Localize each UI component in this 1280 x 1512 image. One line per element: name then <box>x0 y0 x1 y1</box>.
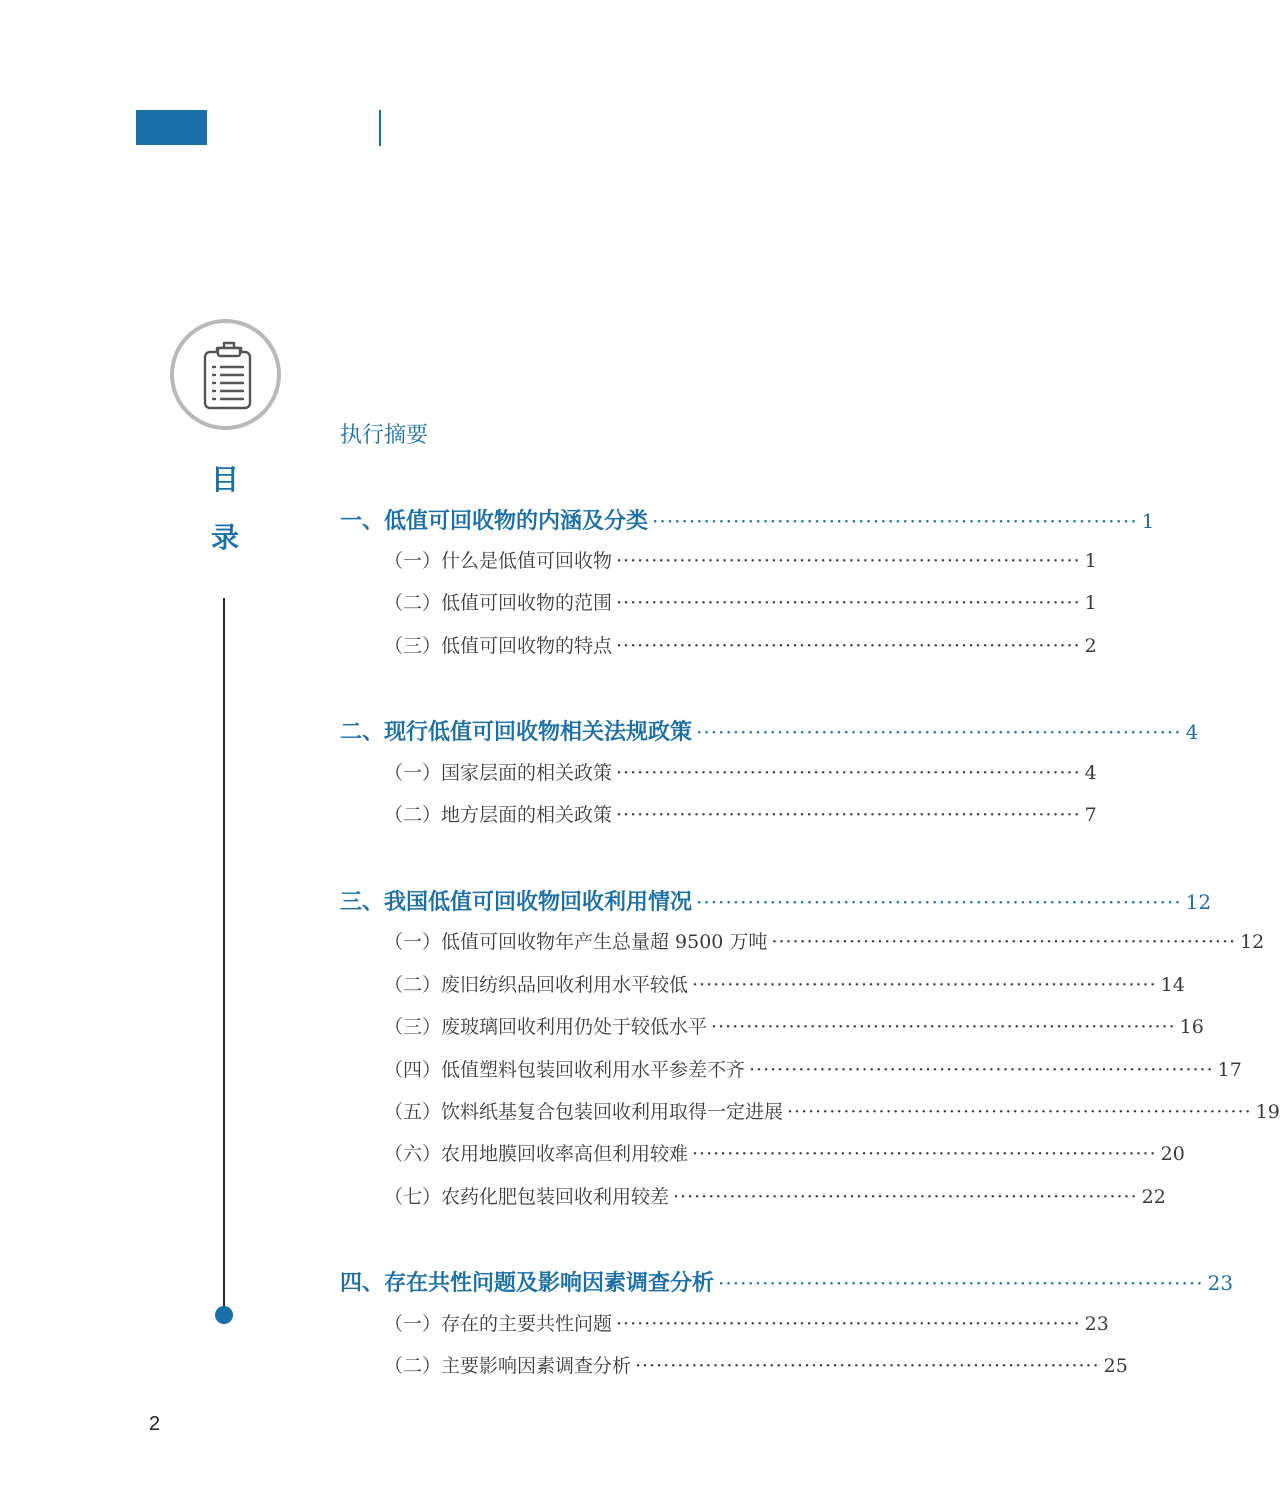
toc-title-char-2: 录 <box>210 521 239 554</box>
section-label: （七）农药化肥包装回收利用较差 <box>384 1186 670 1208</box>
toc-chapter-1[interactable] <box>340 504 1155 535</box>
chapter-page: 23 <box>1207 1271 1234 1295</box>
dot-leader: ·································································· <box>652 509 1138 533</box>
section-label: （三）低值可回收物的特点 <box>384 635 613 657</box>
section-page: 1 <box>1084 550 1097 572</box>
section-page: 1 <box>1084 592 1097 614</box>
chapter-label: 三、我国低值可回收物回收利用情况 <box>340 890 693 915</box>
dot-leader: ·································································· <box>787 1101 1252 1123</box>
chapter-label: 二、现行低值可回收物相关法规政策 <box>340 720 693 745</box>
dot-leader: ·································································· <box>635 1355 1100 1377</box>
dot-leader: ·································································· <box>616 762 1081 784</box>
dot-leader: ·································································· <box>616 550 1081 572</box>
chapter-label: 四、存在共性问题及影响因素调查分析 <box>340 1271 715 1296</box>
dot-leader: ·································································· <box>616 1313 1081 1335</box>
toc-section-1-2[interactable] <box>384 588 1097 615</box>
section-page: 23 <box>1084 1313 1109 1335</box>
toc-section-3-3[interactable] <box>384 1012 1204 1039</box>
section-page: 25 <box>1103 1355 1128 1377</box>
dot-leader: ·································································· <box>616 592 1081 614</box>
toc-title-char-1: 目 <box>210 463 239 496</box>
toc-section-3-7[interactable] <box>384 1182 1166 1209</box>
section-label: （四）低值塑料包装回收利用水平参差不齐 <box>384 1059 746 1081</box>
timeline-dot <box>215 1306 233 1324</box>
toc-section-2-1[interactable] <box>384 758 1097 785</box>
dot-leader: ·································································· <box>771 931 1237 953</box>
section-label: （二）主要影响因素调查分析 <box>384 1355 632 1377</box>
section-label: （二）地方层面的相关政策 <box>384 804 613 826</box>
toc-section-2-2[interactable] <box>384 800 1097 827</box>
dot-leader: ·································································· <box>749 1059 1214 1081</box>
chapter-label: 一、低值可回收物的内涵及分类 <box>340 509 649 534</box>
chapter-page: 1 <box>1141 509 1155 533</box>
toc-section-4-2[interactable] <box>384 1351 1128 1378</box>
dot-leader: ·································································· <box>692 974 1157 996</box>
section-page: 12 <box>1240 931 1265 953</box>
chapter-page: 4 <box>1185 720 1199 744</box>
section-label: （五）饮料纸基复合包装回收利用取得一定进展 <box>384 1101 784 1123</box>
toc-section-4-1[interactable] <box>384 1309 1109 1336</box>
section-label: （一）低值可回收物年产生总量超 9500 万吨 <box>384 931 768 953</box>
section-label: （二）低值可回收物的范围 <box>384 592 613 614</box>
toc-emblem <box>170 319 281 430</box>
dot-leader: ·································································· <box>673 1186 1138 1208</box>
dot-leader: ·································································· <box>616 635 1081 657</box>
section-page: 7 <box>1084 804 1097 826</box>
dot-leader: ·································································· <box>718 1271 1204 1295</box>
timeline-line <box>223 598 225 1310</box>
section-page: 22 <box>1141 1186 1166 1208</box>
section-label: （六）农用地膜回收率高但利用较难 <box>384 1143 689 1165</box>
toc-section-3-2[interactable] <box>384 970 1185 997</box>
chapter-page: 12 <box>1185 890 1212 914</box>
toc-section-3-5[interactable] <box>384 1097 1280 1124</box>
toc-section-1-3[interactable] <box>384 631 1097 658</box>
section-page: 2 <box>1084 635 1097 657</box>
toc-section-3-4[interactable] <box>384 1055 1242 1082</box>
dot-leader: ·································································· <box>616 804 1081 826</box>
dot-leader: ·································································· <box>696 890 1182 914</box>
section-page: 20 <box>1160 1143 1185 1165</box>
dot-leader: ·································································· <box>696 720 1182 744</box>
section-page: 16 <box>1179 1016 1204 1038</box>
clipboard-list-icon <box>174 323 277 426</box>
dot-leader: ·································································· <box>711 1016 1176 1038</box>
toc-section-3-1[interactable] <box>384 927 1265 954</box>
section-page: 17 <box>1217 1059 1242 1081</box>
toc-chapter-2[interactable] <box>340 715 1199 746</box>
header-divider <box>379 110 381 146</box>
section-label: （一）国家层面的相关政策 <box>384 762 613 784</box>
dot-leader: ·································································· <box>692 1143 1157 1165</box>
section-label: （三）废玻璃回收利用仍处于较低水平 <box>384 1016 708 1038</box>
toc-section-3-6[interactable] <box>384 1139 1185 1166</box>
section-label: （一）存在的主要共性问题 <box>384 1313 613 1335</box>
section-label: （一）什么是低值可回收物 <box>384 550 613 572</box>
toc-summary-link[interactable]: 执行摘要 <box>340 423 429 448</box>
toc-section-1-1[interactable] <box>384 546 1097 573</box>
page-number: 2 <box>149 1413 161 1435</box>
section-label: （二）废旧纺织品回收利用水平较低 <box>384 974 689 996</box>
toc-chapter-4[interactable] <box>340 1266 1234 1297</box>
section-page: 14 <box>1160 974 1185 996</box>
header-accent-block <box>136 110 207 145</box>
section-page: 4 <box>1084 762 1097 784</box>
toc-chapter-3[interactable] <box>340 885 1212 916</box>
section-page: 19 <box>1255 1101 1280 1123</box>
